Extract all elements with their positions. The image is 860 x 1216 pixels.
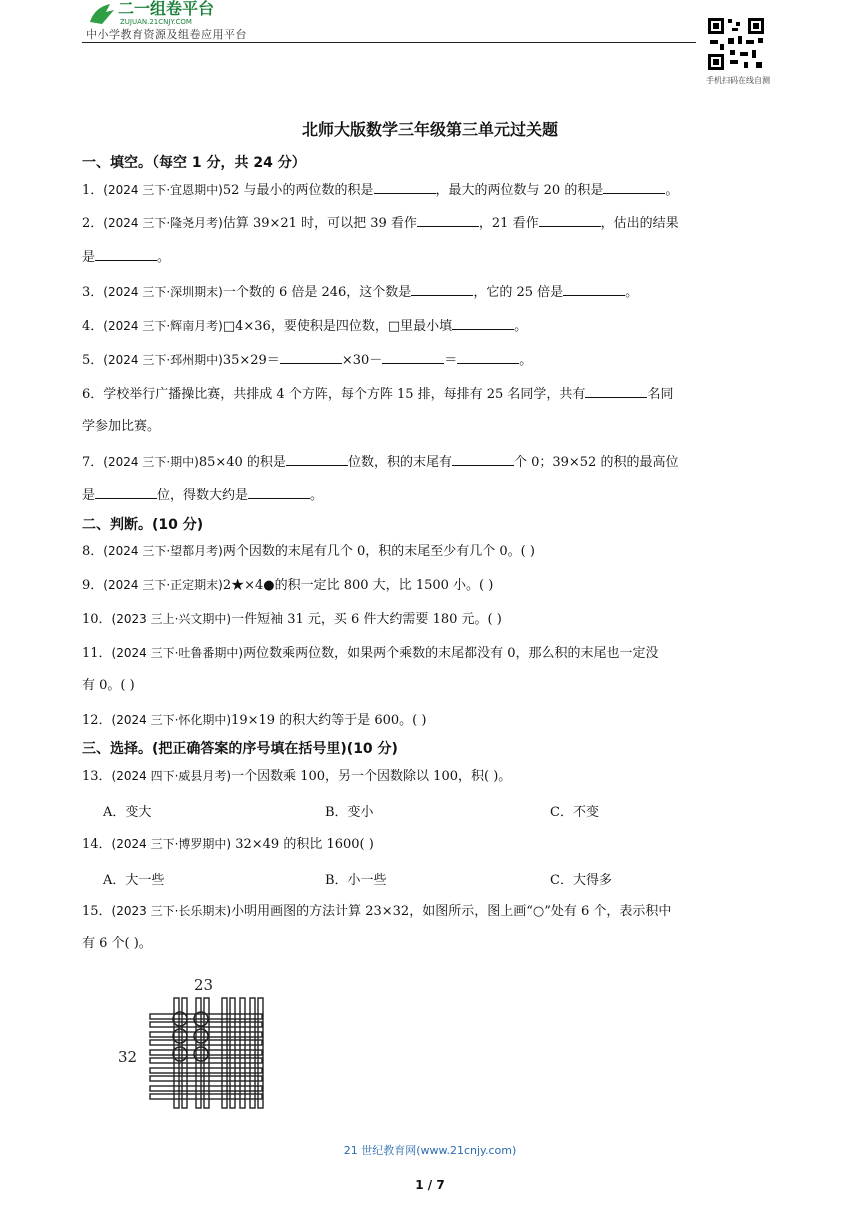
question-8	[82, 543, 782, 560]
question-number: 10．	[82, 612, 112, 627]
question-source: (2024 四下·威县月考)	[111, 769, 232, 783]
question-source: (2024 三下·隆尧月考)	[103, 216, 223, 230]
question-text: 52 与最小的两位数的积是	[222, 183, 374, 198]
question-text: ×30－	[341, 353, 383, 368]
option-a[interactable]: A．大一些	[103, 873, 165, 888]
question-9	[82, 577, 782, 594]
question-source: (2024 三下·博罗期中)	[111, 837, 232, 851]
question-text: 是	[82, 488, 96, 503]
question-3	[82, 284, 782, 301]
answer-blank[interactable]	[382, 352, 444, 364]
question-text: 19×19 的积大约等于是 600。( )	[231, 713, 427, 728]
answer-blank[interactable]	[452, 318, 514, 330]
option-c[interactable]: C．大得多	[550, 873, 612, 888]
question-source: (2024 三下·辉南月考)	[103, 319, 223, 333]
question-number: 2．	[82, 216, 104, 231]
question-text: 32×49 的积比 1600( )	[231, 837, 374, 852]
section-judge-heading: 二、判断。(10 分)	[82, 517, 204, 533]
question-2	[82, 215, 782, 232]
question-source: (2023 三下·长乐期末)	[111, 904, 232, 918]
answer-blank[interactable]	[563, 284, 625, 296]
answer-blank[interactable]	[286, 454, 348, 466]
question-text: ，估出的结果	[600, 216, 679, 231]
option-c[interactable]: C．不变	[550, 805, 599, 820]
question-text: ，它的 25 倍是	[473, 285, 564, 300]
question-text: 2★×4●的积一定比 800 大，比 1500 小。( )	[222, 578, 494, 593]
question-source: (2024 三下·正定期末)	[103, 578, 223, 592]
question-number: 14．	[82, 837, 112, 852]
question-text: 。	[514, 319, 528, 334]
qr-caption: 手机扫码在线自测	[706, 76, 770, 85]
question-text: 一个数的 6 倍是 246，这个数是	[222, 285, 412, 300]
option-a[interactable]: A．变大	[103, 805, 152, 820]
question-text: 学校举行广播操比赛，共排成 4 个方阵，每个方阵 15 排，每排有 25 名同学，共有	[103, 387, 586, 402]
question-7	[82, 454, 782, 471]
page-number: 1 / 7	[415, 1178, 445, 1192]
question-text: 名同	[647, 387, 674, 402]
question-text: 85×40 的积是	[198, 455, 286, 470]
question-text: 是	[82, 250, 96, 265]
question-number: 4．	[82, 319, 104, 334]
header-subtitle: 中小学教育资源及组卷应用平台	[86, 28, 247, 41]
answer-blank[interactable]	[539, 215, 601, 227]
question-text: □4×36，要使积是四位数，□里最小填	[222, 319, 453, 334]
answer-blank[interactable]	[95, 487, 157, 499]
question-number: 1．	[82, 183, 104, 198]
question-number: 15．	[82, 904, 112, 919]
question-text: 。	[157, 250, 171, 265]
question-text: 。	[519, 353, 533, 368]
question-text: 一件短袖 31 元，买 6 件大约需要 180 元。( )	[231, 612, 502, 627]
circle-mark	[173, 1029, 187, 1043]
question-7-line-2	[82, 487, 782, 504]
question-source: (2024 三下·望都月考)	[103, 544, 223, 558]
question-number: 8．	[82, 544, 104, 559]
question-2-line-2	[82, 249, 782, 266]
footer-link[interactable]: 21 世纪教育网(www.21cnjy.com)	[343, 1144, 517, 1157]
question-6-line-2: 学参加比赛。	[82, 419, 161, 434]
question-text: 一个因数乘 100，另一个因数除以 100，积( )。	[231, 769, 512, 784]
page-title: 北师大版数学三年级第三单元过关题	[301, 120, 558, 139]
section-choice-heading: 三、选择。(把正确答案的序号填在括号里)(10 分)	[82, 741, 398, 757]
question-number: 7．	[82, 455, 104, 470]
question-source: (2024 三下·吐鲁番期中)	[111, 646, 244, 660]
question-number: 6．	[82, 387, 104, 402]
question-15	[82, 903, 782, 920]
multiplication-grid-figure	[110, 972, 270, 1112]
question-source: (2024 三下·怀化期中)	[111, 713, 232, 727]
figure-top-label: 23	[194, 976, 214, 994]
answer-blank[interactable]	[248, 487, 310, 499]
question-4	[82, 318, 782, 335]
question-text: 个 0；39×52 的积的最高位	[513, 455, 679, 470]
question-text: ，最大的两位数与 20 的积是	[435, 183, 604, 198]
question-6	[82, 386, 782, 403]
question-number: 9．	[82, 578, 104, 593]
question-number: 12．	[82, 713, 112, 728]
answer-blank[interactable]	[452, 454, 514, 466]
question-number: 11．	[82, 646, 112, 661]
question-13	[82, 768, 782, 785]
question-15-line-2: 有 6 个( )。	[82, 936, 152, 951]
question-11	[82, 645, 782, 662]
question-text: 位数，积的末尾有	[347, 455, 452, 470]
option-b[interactable]: B．变小	[325, 805, 374, 820]
answer-blank[interactable]	[411, 284, 473, 296]
question-source: (2024 三下·期中)	[103, 455, 199, 469]
section-fill-in-heading: 一、填空。（每空 1 分，共 24 分）	[82, 155, 306, 171]
question-number: 3．	[82, 285, 104, 300]
question-text: 两位数乘两位数，如果两个乘数的末尾都没有 0，那么积的末尾也一定没	[243, 646, 659, 661]
question-text: 。	[625, 285, 639, 300]
qr-code-icon	[706, 16, 766, 72]
answer-blank[interactable]	[603, 182, 665, 194]
option-b[interactable]: B．小一些	[325, 873, 387, 888]
question-source: (2024 三下·深圳期末)	[103, 285, 223, 299]
question-text: 小明用画图的方法计算 23×32，如图所示，图上画“○”处有 6 个，表示积中	[231, 904, 672, 919]
question-source: (2023 三上·兴文期中)	[111, 612, 232, 626]
question-5	[82, 352, 782, 369]
question-14	[82, 836, 782, 853]
circle-mark	[173, 1047, 187, 1061]
question-number: 13．	[82, 769, 112, 784]
answer-blank[interactable]	[280, 352, 342, 364]
question-text: 35×29＝	[222, 353, 280, 368]
question-12	[82, 712, 782, 729]
question-11-line-2: 有 0。( )	[82, 678, 135, 693]
header-divider	[82, 42, 696, 43]
answer-blank[interactable]	[585, 386, 647, 398]
answer-blank[interactable]	[417, 215, 479, 227]
logo-url-text: ZUJUAN.21CNJY.COM	[120, 18, 192, 26]
answer-blank[interactable]	[457, 352, 519, 364]
question-text: 位，得数大约是	[157, 488, 249, 503]
question-text: 。	[665, 183, 679, 198]
question-1	[82, 182, 782, 199]
question-10	[82, 611, 782, 628]
question-source: (2024 三下·邳州期中)	[103, 353, 223, 367]
logo-text: 二一组卷平台	[118, 0, 215, 18]
question-text: 估算 39×21 时，可以把 39 看作	[222, 216, 417, 231]
figure-left-label: 32	[118, 1048, 138, 1066]
question-text: ，21 看作	[478, 216, 539, 231]
question-source: (2024 三下·宜恩期中)	[103, 183, 223, 197]
question-text: ＝	[444, 353, 458, 368]
question-text: 。	[310, 488, 324, 503]
answer-blank[interactable]	[374, 182, 436, 194]
site-logo	[84, 0, 274, 26]
answer-blank[interactable]	[95, 249, 157, 261]
question-text: 两个因数的末尾有几个 0，积的末尾至少有几个 0。( )	[222, 544, 535, 559]
question-number: 5．	[82, 353, 104, 368]
